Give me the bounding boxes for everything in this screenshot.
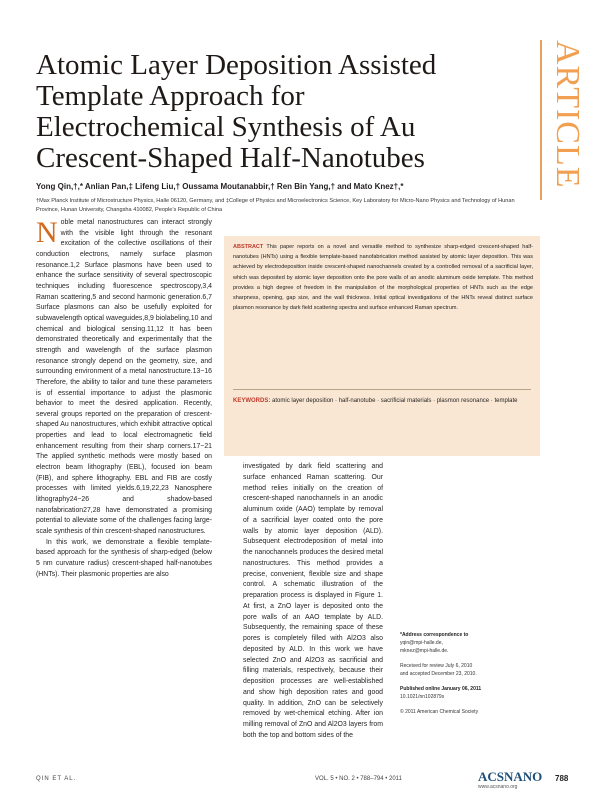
body-paragraph: investigated by dark field scattering and surface enhanced Raman scattering. Our method relies initially on the creation of crescent-shaped nanochannels in an anodic aluminum oxide (AAO) template by removal of a sacrificial layer coated onto the pore walls by atomic layer deposition (ALD). Subsequent electrodeposition of metal into the nanochannels produces the desired metal nanostructures. This method provides a precise, convenient, flexible size and shape control. A schematic illustration of the preparation process is displayed in Figure 1. At first, a ZnO layer is deposited onto the pore walls of an AAO template by ALD. Subsequently, the remaining space of these pores is completely filled with Al2O3 also deposited by ALD. In this work we have selected ZnO and Al2O3 as sacrificial and filling materials, respectively, because their deposition processes are well-established and show high deposition rates and good quality. In addition, ZnO can be selectively removed by wet-chemical etching. After ion milling removal of ZnO and Al2O3 layers from both the top and bottom sides of the bbox=[243, 463, 383, 739]
keywords-list: atomic layer deposition · half-nanotube · sacrificial materials · plasmon resonance · template bbox=[272, 398, 518, 404]
title-line: Electrochemical Synthesis of Au bbox=[36, 111, 416, 143]
abstract-text bbox=[233, 242, 533, 313]
body-paragraph: In this work, we demonstrate a flexible template-based approach for the synthesis of sharp-edged (below 5 nm curvature radius) crescent-shaped half-nanotubes (HNTs). Their plasmonic properties are also bbox=[36, 538, 212, 578]
section-tab bbox=[540, 40, 600, 200]
section-tab-label: ARTICLE bbox=[549, 40, 586, 189]
title-line: Atomic Layer Deposition Assisted bbox=[36, 49, 437, 81]
issue-info: VOL. 5 • NO. 2 • 788–794 • 2011 bbox=[315, 776, 402, 782]
body-column-left bbox=[36, 218, 212, 580]
paragraph-text: oble metal nanostructures can interact strongly with the visible light through the resonant excitation of the collective oscillations of their conduction electrons, namely surface plasmon resonance.1,2 Surface plasmons have been used to enhance the surface sensitivity of several spectroscopic techniques including fluorescence spectroscopy,3,4 Raman scattering,5 and second harmonic generation.6,7 Surface plasmons can also be usefully exploited for subwavelength optical waveguides,8,9 biolabeling,10 and chemical and biological sensing.11,12 It has been demonstrated theoretically and experimentally that the strength and wavelength of the surface plasmon resonance strongly depend on the geometry, size, and surrounding environment of a metal nanostructure.13−16 Therefore, the ability to tailor and tune these parameters is of essential importance to adjust the plasmonic behavior to meet the desired application. Recently, several groups reported on the preparation of crescent-shaped Au nanostructures, which exhibit attractive optical properties and lead to local electromagnetic field enhancement resulting from their sharp corners.17−21 The applied synthetic methods were mostly based on electron beam lithography (EBL), focused ion beam (FIB), and sphere lithography. EBL and FIB are costly processes with limited yields.6,19,22,23 Nanosphere lithography24−26 and shadow-based nanofabrication27,28 have demonstrated a promising potential to alleviate some of the challenges facing large-scale synthesis of thin crescent-shaped nanostructures. bbox=[36, 219, 212, 536]
drop-cap: N bbox=[36, 216, 58, 249]
email-link[interactable]: mknez@mpi-halle.de. bbox=[400, 648, 449, 654]
abstract-box bbox=[224, 236, 540, 456]
author-list: Yong Qin,†,* Anlian Pan,‡ Lifeng Liu,† Oussama Moutanabbir,† Ren Bin Yang,† and Mato Knez†,* bbox=[36, 182, 404, 191]
correspondence-label: *Address correspondence to bbox=[400, 632, 469, 638]
article-info bbox=[400, 632, 540, 717]
journal-url[interactable]: www.acsnano.org bbox=[478, 784, 518, 790]
paper-title bbox=[36, 50, 526, 174]
title-line: Template Approach for bbox=[36, 80, 305, 112]
page-number: 788 bbox=[555, 774, 569, 783]
abstract-body: This paper reports on a novel and versatile method to synthesize sharp-edged crescent-shaped half-nanotubes (HNTs) using a flexible template-based nanofabrication method assisted by atomic layer deposition. This was achieved by electrodeposition inside crescent-shaped nanochannels created by a controlled removal of a sacrificial layer, which was deposited by atomic layer deposition onto the pore walls of an anodic aluminum oxide template. This method provides a high degree of freedom in the manipulation of the morphological properties of HNTs such as the edge sharpness, opening, gap size, and the wall thickness. Initial optical investigations of the HNTs reveal distinct surface plasmon resonance by dark field scattering spectra and surface enhanced Raman spectrum. bbox=[233, 244, 533, 312]
received-date: Received for review July 6, 2010 bbox=[400, 663, 473, 669]
title-line: Crescent-Shaped Half-Nanotubes bbox=[36, 142, 425, 174]
published-date: Published online January 06, 2011 bbox=[400, 686, 482, 692]
running-author: QIN ET AL. bbox=[36, 776, 77, 782]
journal-logo: ACSNANO bbox=[478, 769, 543, 784]
keywords-label: KEYWORDS: bbox=[233, 398, 271, 404]
keywords-divider bbox=[233, 389, 531, 390]
abstract-label: ABSTRACT bbox=[233, 244, 264, 250]
accepted-date: and accepted December 23, 2010. bbox=[400, 671, 477, 677]
affiliations: †Max Planck Institute of Microstructure Physics, Halle 06120, Germany, and ‡College of Physics and Microelectronics Science, Key Laboratory for Micro-Nano Physics and Technology of Hunan Province, Hunan University, Changsha 410082, People’s Republic of China bbox=[36, 198, 515, 213]
doi[interactable]: 10.1021/nn102879s bbox=[400, 694, 445, 700]
keywords bbox=[233, 397, 533, 406]
email-link[interactable]: yqin@mpi-halle.de, bbox=[400, 640, 443, 646]
copyright: © 2011 American Chemical Society bbox=[400, 709, 479, 715]
page-footer bbox=[0, 769, 600, 790]
body-column-middle bbox=[243, 462, 383, 742]
body-paragraph bbox=[36, 218, 212, 538]
